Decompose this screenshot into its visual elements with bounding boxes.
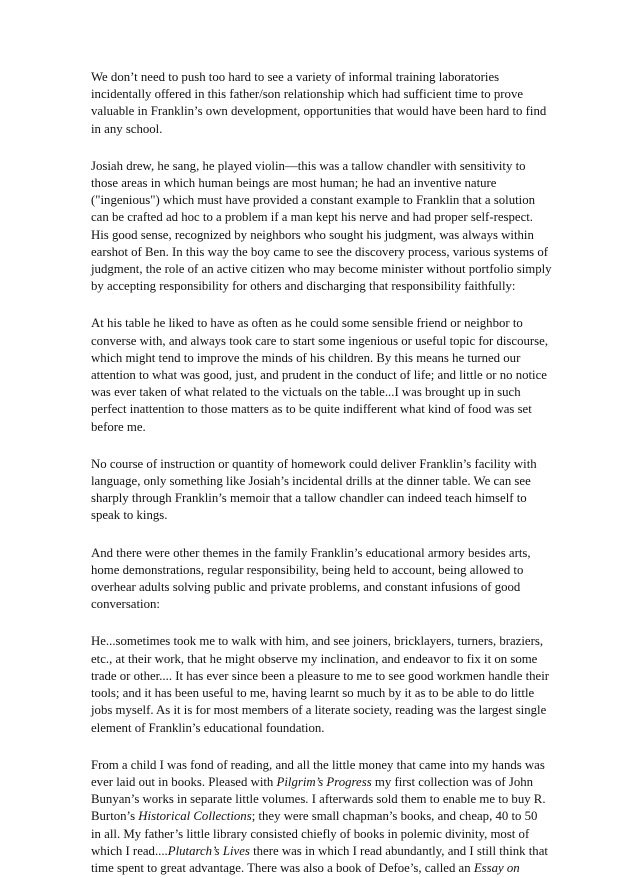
book-title: Historical Collections	[138, 809, 252, 824]
text-line: tools; and it has been useful to me, having learnt so much by it as to be able to do little	[91, 686, 535, 701]
text-line: At his table he liked to have as often as he could some sensible friend or neighbor to	[91, 316, 523, 331]
text-run: From a child I was fond of reading, and all the little money that came into my hands was	[91, 757, 545, 772]
text-line: jobs myself. As it is for most members of a literate society, reading was the largest single	[91, 703, 547, 718]
text-run: Burton’s	[91, 809, 139, 824]
text-line: by accepting responsibility for others and discharging that responsibility faithfully:	[91, 279, 516, 294]
text-line: which might tend to improve the minds of his children. By this means he turned our	[91, 350, 521, 365]
text-line: converse with, and always took care to start some ingenious or useful topic for discourse,	[91, 333, 549, 348]
text-line	[91, 774, 598, 791]
paragraph	[91, 456, 598, 525]
text-line	[91, 826, 598, 843]
text-line	[91, 791, 598, 808]
text-line	[91, 860, 598, 877]
text-line: incidentally offered in this father/son relationship which had sufficient time to prove	[91, 87, 524, 102]
text-line	[91, 843, 598, 860]
text-line: No course of instruction or quantity of homework could deliver Franklin’s facility with	[91, 456, 537, 471]
text-line: ("ingenious") which must have provided a constant example to Franklin that a solution	[91, 193, 536, 208]
text-line: in any school.	[91, 121, 163, 136]
text-line: We don’t need to push too hard to see a variety of informal training laboratories	[91, 70, 500, 84]
text-run: in all. My father’s little library consisted chiefly of books in polemic divinity, most of	[91, 826, 530, 841]
text-run: Bunyan’s works in separate little volumes. I afterwards sold them to enable me to buy R.	[91, 792, 546, 807]
text-line: judgment, the role of an active citizen who may become minister without portfolio simply	[91, 262, 552, 277]
text-line: was ever taken of what related to the victuals on the table...I was brought up in such	[91, 385, 521, 400]
paragraph	[91, 545, 598, 614]
text-line: And there were other themes in the family Franklin’s educational armory besides arts,	[91, 545, 531, 560]
text-line: perfect inattention to those matters as to be quite indifferent what kind of food was set	[91, 402, 532, 417]
book-title: Plutarch’s Lives	[167, 843, 250, 858]
text-line: home demonstrations, regular responsibility, being held to account, being allowed to	[91, 562, 524, 577]
text-line: valuable in Franklin’s own development, opportunities that would have been hard to find	[91, 104, 547, 119]
text-run: there was in which I read abundantly, and I still think that	[249, 843, 548, 858]
text-run: which I read....	[91, 843, 168, 858]
paragraph	[91, 158, 598, 296]
text-line: attention to what was good, just, and prudent in the conduct of life; and little or no notice	[91, 368, 547, 383]
text-run: ; they were small chapman’s books, and cheap, 40 to 50	[251, 809, 538, 824]
text-line: Josiah drew, he sang, he played violin—this was a tallow chandler with sensitivity to	[91, 158, 526, 173]
text-line: before me.	[91, 419, 146, 434]
text-run: my first collection was of John	[371, 774, 534, 789]
text-line: element of Franklin’s educational foundation.	[91, 720, 325, 735]
text-line: those areas in which human beings are most human; he had an inventive nature	[91, 176, 497, 191]
text-line: speak to kings.	[91, 508, 168, 523]
text-line: conversation:	[91, 597, 160, 612]
paragraph	[91, 69, 598, 138]
text-line	[91, 757, 598, 774]
paragraph	[91, 757, 598, 877]
text-line: overhear adults solving public and private problems, and constant infusions of good	[91, 580, 521, 595]
paragraph	[91, 633, 598, 736]
text-line: His good sense, recognized by neighbors who sought his judgment, was always within	[91, 227, 534, 242]
book-title: Essay on	[473, 860, 520, 875]
book-title: Pilgrim’s Progress	[276, 774, 372, 789]
text-line: etc., at their work, that he might observe my inclination, and endeavor to fix it on some	[91, 651, 538, 666]
text-run: time spent to great advantage. There was also a book of Defoe’s, called an	[91, 860, 474, 875]
text-line: trade or other.... It has ever since been a pleasure to me to see good workmen handle their	[91, 668, 550, 683]
text-line: earshot of Ben. In this way the boy came to see the discovery process, various systems of	[91, 244, 549, 259]
text-line	[91, 808, 598, 825]
text-line: He...sometimes took me to walk with him, and see joiners, bricklayers, turners, braziers,	[91, 634, 544, 649]
text-line: can be crafted ad hoc to a problem if a man kept his nerve and had proper self-respect.	[91, 210, 534, 225]
paragraph	[91, 315, 598, 435]
text-line: sharply through Franklin’s memoir that a tallow chandler can indeed teach himself to	[91, 491, 527, 506]
text-line: language, only something like Josiah’s incidental drills at the dinner table. We can see	[91, 474, 531, 489]
text-run: ever laid out in books. Pleased with	[91, 774, 277, 789]
document-body	[91, 69, 598, 877]
